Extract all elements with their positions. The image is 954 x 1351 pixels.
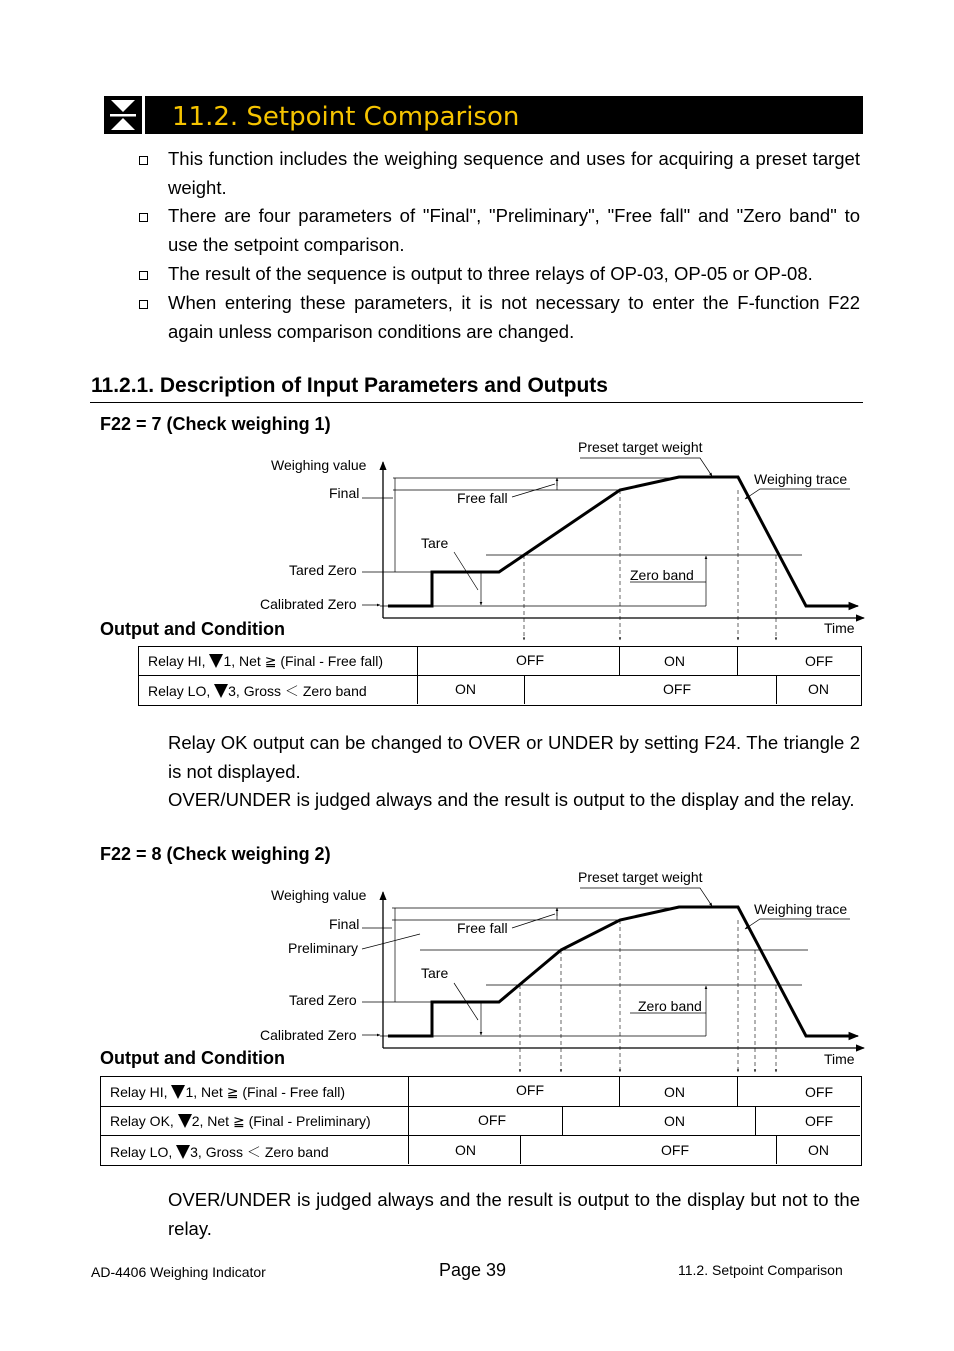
label-preliminary: Preliminary — [288, 940, 359, 956]
table-cell: ON — [455, 1142, 476, 1158]
label-tared-zero: Tared Zero — [289, 562, 357, 578]
table-cell: OFF — [663, 681, 691, 697]
bullet-text: This function includes the weighing sequence and uses for acquiring a preset target weight. — [168, 148, 860, 198]
label-tared-zero: Tared Zero — [289, 992, 357, 1008]
note-text: Relay OK output can be changed to OVER or UNDER by setting F24. The triangle 2 is not displayed. — [168, 732, 860, 782]
table-cell: OFF — [516, 1082, 544, 1098]
table-col-divider — [408, 1076, 409, 1164]
label-weighing-value: Weighing value — [271, 457, 367, 473]
bullet-text: When entering these parameters, it is not necessary to enter the F-function F22 again unless comparison conditions are changed. — [168, 292, 860, 342]
bullet-text: The result of the sequence is output to three relays of OP-03, OP-05 or OP-08. — [168, 263, 813, 284]
output-heading: Output and Condition — [100, 1048, 285, 1068]
table-cell: OFF — [805, 1113, 833, 1129]
diagram1-heading: F22 = 7 (Check weighing 1) — [100, 414, 331, 434]
note-text: OVER/UNDER is judged always and the result is output to the display and the relay. — [168, 789, 855, 810]
label-weighing-trace: Weighing trace — [754, 901, 848, 917]
label-final: Final — [329, 485, 360, 501]
label-preset-target: Preset target weight — [578, 439, 703, 455]
section-heading: 11.2.1. Description of Input Parameters and Outputs — [91, 374, 608, 397]
label-tare: Tare — [421, 535, 449, 551]
table-cell: OFF — [661, 1142, 689, 1158]
table-cell: OFF — [805, 653, 833, 669]
table-col-divider — [520, 1135, 521, 1164]
label-free-fall: Free fall — [457, 490, 508, 506]
label-weighing-trace: Weighing trace — [754, 471, 848, 487]
footer-left: AD-4406 Weighing Indicator — [91, 1264, 266, 1280]
label-weighing-value: Weighing value — [271, 887, 367, 903]
footer-right: 11.2. Setpoint Comparison — [678, 1262, 843, 1278]
triangle-icon — [176, 1145, 190, 1159]
table-cell: OFF — [478, 1112, 506, 1128]
table-col-divider — [619, 1076, 620, 1106]
table-row-label: Relay LO, 3, Gross ＜ Zero band — [110, 1144, 329, 1160]
table-cell: OFF — [805, 1084, 833, 1100]
table-cell: ON — [808, 681, 829, 697]
note-text: OVER/UNDER is judged always and the result is output to the display but not to the relay. — [168, 1189, 860, 1239]
label-time: Time — [824, 1051, 855, 1067]
table-cell: ON — [664, 653, 685, 669]
bullet-text: There are four parameters of "Final", "Preliminary", "Free fall" and "Zero band" to use the setpoint comparison. — [168, 205, 860, 255]
label-free-fall: Free fall — [457, 920, 508, 936]
label-zero-band: Zero band — [638, 998, 702, 1014]
table-cell: ON — [455, 681, 476, 697]
table-row-divider — [100, 1106, 860, 1107]
table-col-divider — [776, 1135, 777, 1164]
label-preset-target: Preset target weight — [578, 869, 703, 885]
table-cell: ON — [664, 1113, 685, 1129]
table-cell: OFF — [516, 652, 544, 668]
table-row-label: Relay HI, 1, Net ≧ (Final - Free fall) — [148, 653, 384, 669]
table-cell: ON — [664, 1084, 685, 1100]
diagram2-heading: F22 = 8 (Check weighing 2) — [100, 844, 331, 864]
table-col-divider — [562, 1106, 563, 1135]
label-tare: Tare — [421, 965, 449, 981]
label-calibrated-zero: Calibrated Zero — [260, 596, 357, 612]
label-time: Time — [824, 620, 855, 636]
output-heading: Output and Condition — [100, 619, 285, 639]
table-row-label: Relay LO, 3, Gross ＜ Zero band — [148, 683, 367, 699]
triangle-icon — [178, 1114, 192, 1128]
table-col-divider — [737, 1076, 738, 1106]
table-cell: ON — [808, 1142, 829, 1158]
page-number: Page 39 — [439, 1260, 507, 1280]
table-col-divider — [755, 1106, 756, 1135]
page-title: 11.2. Setpoint Comparison — [172, 102, 520, 132]
triangle-icon — [171, 1085, 185, 1099]
table-row-label: Relay HI, 1, Net ≧ (Final - Free fall) — [110, 1084, 346, 1100]
table-row-label: Relay OK, 2, Net ≧ (Final - Preliminary) — [110, 1113, 371, 1129]
table-row-divider — [100, 1135, 860, 1136]
label-final: Final — [329, 916, 360, 932]
label-calibrated-zero: Calibrated Zero — [260, 1027, 357, 1043]
label-zero-band: Zero band — [630, 567, 694, 583]
